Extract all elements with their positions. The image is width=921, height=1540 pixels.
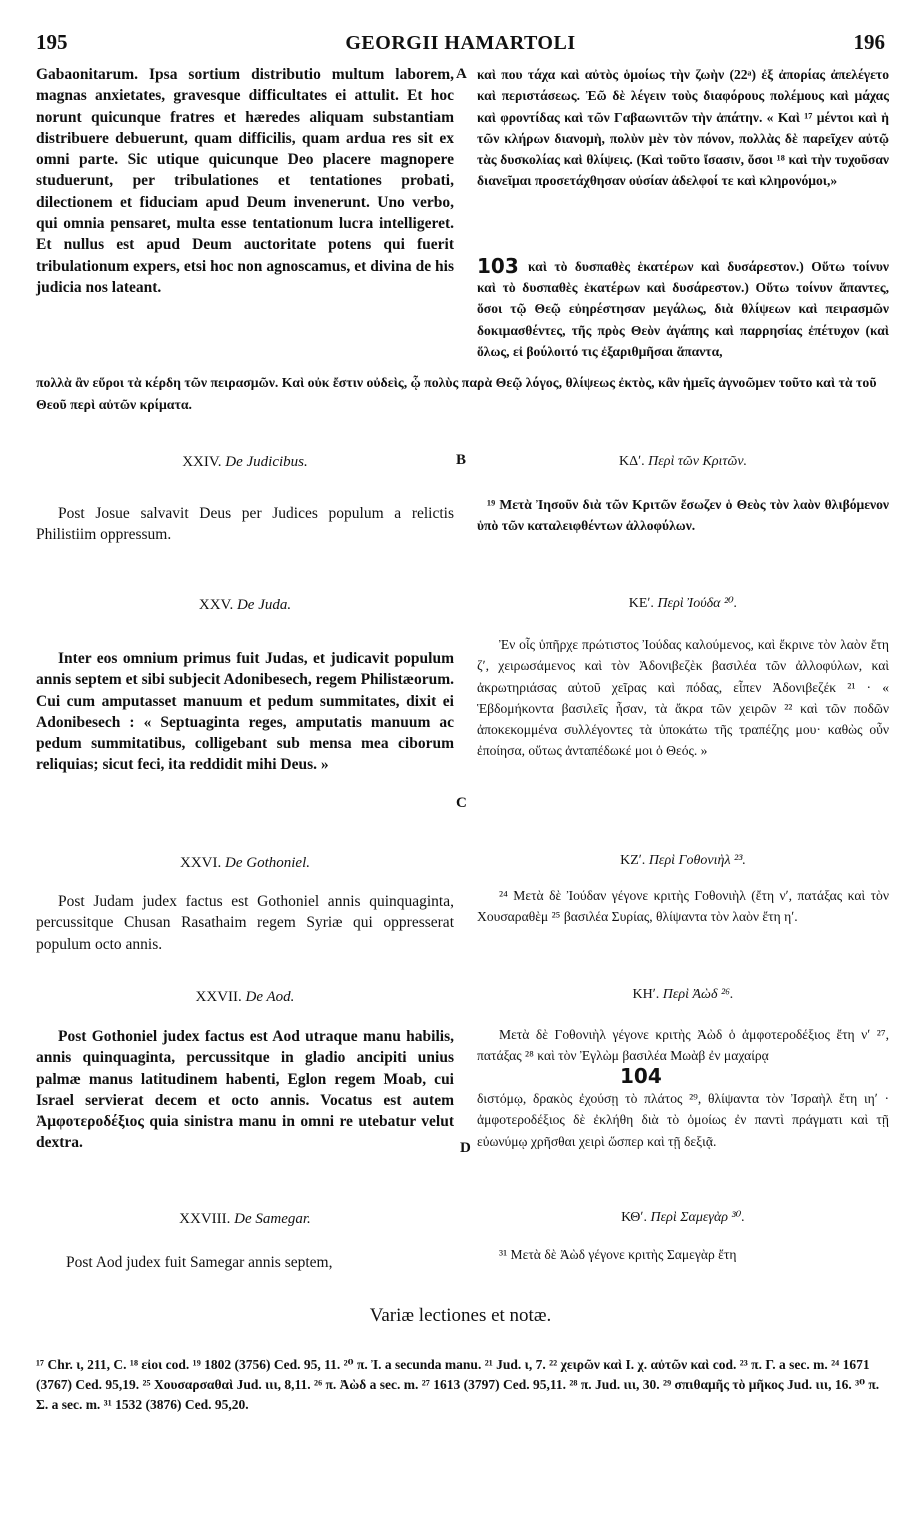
section-27-greek-number: ΚΗʹ. — [632, 987, 660, 1002]
section-26-latin-heading — [36, 855, 454, 872]
section-27-latin-title: De Aod. — [245, 989, 295, 1005]
section-24-latin-number: XXIV. — [182, 454, 222, 470]
column-number-104: 104 — [620, 1064, 662, 1088]
section-26-greek-number: ΚΖʹ. — [620, 853, 646, 868]
section-28-latin-text: Post Aod judex fuit Samegar annis septem, — [66, 1254, 333, 1271]
section-27-latin-text: Post Gothoniel judex factus est Aod utraque manu habilis, annis quinquaginta, percussitque in gladio ancipiti unius palmæ manus latitudinem habenti, Eglon regem Moab, cui Israel servierat decem et octo annis. Vocatus est autem Ἀμφοτεροδέξιος quia sinistra manu in omni re utebatur velut dextra. — [36, 1028, 454, 1152]
section-28-greek-number: ΚΘʹ. — [621, 1210, 647, 1225]
page-number-right: 196 — [853, 30, 885, 54]
section-24-greek-heading — [477, 454, 889, 470]
section-28-latin-heading — [36, 1211, 454, 1228]
section-28-greek-text: ³¹ Μετὰ δὲ Ἀὼδ γέγονε κριτὴς Σαμεγὰρ ἔτη — [499, 1247, 737, 1262]
section-28-greek-title: Περὶ Σαμεγὰρ ³⁰. — [650, 1210, 745, 1225]
notes-title: Variæ lectiones et notæ. — [369, 1305, 552, 1326]
column-number-103: 103 — [477, 254, 519, 278]
running-title: GEORGII HAMARTOLI — [345, 32, 576, 54]
section-24-latin-title: De Judicibus. — [225, 454, 308, 470]
marker-a: A — [456, 66, 467, 82]
section-27-latin-heading — [36, 989, 454, 1006]
section-27-greek-title: Περὶ Ἀὼδ ²⁶. — [662, 987, 734, 1002]
intro-greek-full: πολλὰ ἂν εὕροι τὰ κέρδη τῶν πειρασμῶν. Καὶ οὐκ ἔστιν οὐδεὶς, ᾧ πολὺς παρὰ Θεῷ λόγος, θλίψεως ἐκτὸς, κἂν ἡμεῖς ἀγνοῶμεν τοῦτο καὶ τὰ τοῦ Θεοῦ περὶ αὐτῶν κρίματα. — [36, 375, 877, 412]
section-28-latin-title: De Samegar. — [234, 1211, 311, 1227]
section-27-greek-text-a: Μετὰ δὲ Γοθονιὴλ γέγονε κριτὴς Ἀὼδ ὁ ἀμφοτεροδέξιος ἔτη νʹ ²⁷, πατάξας ²⁸ καὶ τὸν Ἐγλὼμ βασιλέα Μωὰβ ἐν μαχαίρᾳ — [477, 1027, 889, 1064]
section-26-latin-text: Post Judam judex factus est Gothoniel annis quinquaginta, percussitque Chusan Rasathaim regem Syriæ qui oppresserat populum octo annis. — [36, 893, 454, 953]
notes-text: ¹⁷ Chr. ι, 211, C. ¹⁸ εἰοι cod. ¹⁹ 1802 (3756) Ced. 95, 11. ²⁰ π. Ἰ. a secunda manu. ²¹ Jud. ι, 7. ²² χειρῶν καὶ Ι. χ. αὐτῶν καὶ cod. ²³ π. Γ. a sec. m. ²⁴ 1671 (3767) Ced. 95,19. ²⁵ Χουσαρσαθαὶ Jud. ιιι, 8,11. ²⁶ π. Ἀὼδ a sec. m. ²⁷ 1613 (3797) Ced. 95,11. ²⁸ π. Jud. ιιι, 30. ²⁹ σπιθαμῆς τὸ μῆκος Jud. ιιι, 16. ³⁰ π. Σ. a sec. m. ³¹ 1532 (3876) Ced. 95,20. — [36, 1357, 880, 1412]
section-25-greek-number: ΚΕʹ. — [628, 596, 654, 611]
section-28-latin-number: XXVIII. — [179, 1211, 231, 1227]
intro-greek-b-cont — [477, 277, 889, 363]
section-26-greek-text: ²⁴ Μετὰ δὲ Ἰούδαν γέγονε κριτὴς Γοθονιὴλ (ἔτη νʹ, πατάξας καὶ τὸν Χουσαραθὲμ ²⁵ βασιλέα Συρίας, θλίψαντα τὸν λαὸν ἔτη ηʹ. — [477, 888, 889, 925]
marker-c: C — [456, 795, 467, 811]
section-27-greek-heading — [477, 987, 889, 1003]
section-27-latin-number: XXVII. — [195, 989, 242, 1005]
section-26-latin-number: XXVI. — [180, 855, 222, 871]
section-24-greek-text: ¹⁹ Μετὰ Ἰησοῦν διὰ τῶν Κριτῶν ἔσωζεν ὁ Θεὸς τὸν λαὸν θλιβόμενον ὑπὸ τῶν καταλειφθέντων ἀλλοφύλων. — [477, 497, 889, 534]
section-25-greek-text: Ἐν οἷς ὑπῆρχε πρώτιστος Ἰούδας καλούμενος, καὶ ἔκρινε τὸν λαὸν ἔτη ζʹ, χειρωσάμενος καὶ τὸν Ἀδονιβεζὲκ βασιλέα τῶν ἀλλοφύλων, καὶ ἀκρωτηριάσας αὐτοῦ χεῖρας καὶ πόδας, εἶπεν Ἀδονιβεζέκ ²¹ · « Ἑβδομήκοντα βασιλεῖς ἦσαν, τὰ ἄκρα τῶν χειρῶν ²² καὶ τῶν ποδῶν ἀποκεκομμένα συλλέγοντες τὰ ὑποκάτω τῆς τραπέζης μου· καθὼς οὖν ἐποίησα, οὕτως ἀνταπέδωκέ μοι ὁ Θεός. » — [477, 637, 889, 759]
section-25-latin-text: Inter eos omnium primus fuit Judas, et judicavit populum annis septem et sibi subjecit Adonibesech, regem Philistæorum. Cui cum amputasset manuum et pedum summitates, dixit ei Adonibesech : « Septuaginta reges, amputatis manuum ac pedum summitatibus, colligebant sub mensa mea ciborum reliquias; sicut feci, ita reddidit mihi Deus. » — [36, 650, 454, 774]
page-number-left: 195 — [36, 30, 68, 54]
intro-greek-b-text: καὶ τὸ δυσπαθὲς ἑκατέρων καὶ δυσάρεστον.) Οὕτω τοίνυν ἅπαντες, ὅσοι τῷ Θεῷ εὐηρέστησαν μεγάλως, διὰ θλίψεων καὶ πειρασμῶν δοκιμασθέντες, τῆς πρὸς Θεὸν ἀγάπης καὶ παρρησίας ἐπέτυχον (καὶ ὅλως, εἰ βούλοιτό τις ἐξαριθμῆσαι ἅπαντα, — [477, 280, 889, 359]
section-24-greek-title: Περὶ τῶν Κριτῶν. — [648, 454, 748, 469]
page-header — [36, 30, 885, 60]
marker-d: D — [460, 1140, 471, 1156]
section-24-latin-heading — [36, 454, 454, 471]
section-27-greek-text-b: διστόμῳ, δρακὸς ἐχούσῃ τὸ πλάτος ²⁹, θλίψαντα τὸν Ἰσραὴλ ἔτη ιηʹ · ἀμφοτεροδέξιος δὲ ἐκλήθη διὰ τὸ ὁμοίως ἐν παντὶ πράγματι καὶ τῇ εὐωνύμῳ χρῆσθαι χειρὶ ὥσπερ καὶ τῇ δεξιᾷ. — [477, 1091, 889, 1149]
intro-latin: Gabaonitarum. Ipsa sortium distributio multum laborem, magnas anxietates, gravesque difficultates ei attulit. Et hoc norunt quicunque fratres et hæredes aliquam substantiam distribuere debuerunt, quam difficilis, quam ardua res sit ex omni parte. Sic utique quicunque Deo placere magnopere studuerunt, per tribulationes et tentationes probati, dilectionem et fiduciam apud Deum invenerunt. Uno verbo, qui omnia pensaret, multa esse tentationum lucra intelligeret. Et nullus est apud Deum auctoritate potens qui fuerit tribulationum expers, etsi hoc non agnoscamus, et divina de his judicia nos lateant. — [36, 66, 454, 296]
section-24-greek-number: ΚΔʹ. — [618, 454, 645, 469]
intro-greek-b: καὶ τὸ δυσπαθὲς ἑκατέρων καὶ δυσάρεστον.) Οὕτω τοίνυν — [528, 259, 889, 274]
section-26-greek-title: Περὶ Γοθονιὴλ ²³. — [648, 853, 746, 868]
intro-greek-a: καὶ που τάχα καὶ αὐτὸς ὁμοίως τὴν ζωὴν (22ᵃ) ἐξ ἀπορίας ἀπελέγετο καὶ περιστάσεως. Ἐῶ δὲ λέγειν τοὺς διαφόρους πολέμους καὶ μάχας καὶ φροντίδας καὶ τῶν Γαβαωνιτῶν τὴν ἀπάτην. « Καὶ ¹⁷ μέντοι καὶ ἡ τῶν κλήρων διανομὴ, πολὺν μὲν τὸν πόνον, πολλὰς δὲ παρεῖχεν αὐτῷ τὰς δυσκολίας καὶ θλίψεις. (Καὶ τοῦτο ἴσασιν, ὅσοι ¹⁸ καὶ τὴν τυχοῦσαν διανεῖμαι προσετάχθησαν οὐσίαν ἀδελφοί τε καὶ κληρονόμοι,» — [477, 67, 889, 189]
section-25-latin-heading — [36, 597, 454, 614]
section-25-greek-title: Περὶ Ἰούδα ²⁰. — [657, 596, 738, 611]
section-25-latin-number: XXV. — [198, 597, 234, 613]
section-24-latin-text: Post Josue salvavit Deus per Judices populum a relictis Philistiim oppressum. — [36, 505, 454, 544]
section-26-greek-heading — [477, 853, 889, 869]
section-26-latin-title: De Gothoniel. — [225, 855, 310, 871]
section-25-latin-title: De Juda. — [236, 597, 292, 613]
section-28-greek-heading — [477, 1209, 889, 1226]
section-25-greek-heading — [477, 595, 889, 612]
marker-b: B — [456, 452, 467, 468]
